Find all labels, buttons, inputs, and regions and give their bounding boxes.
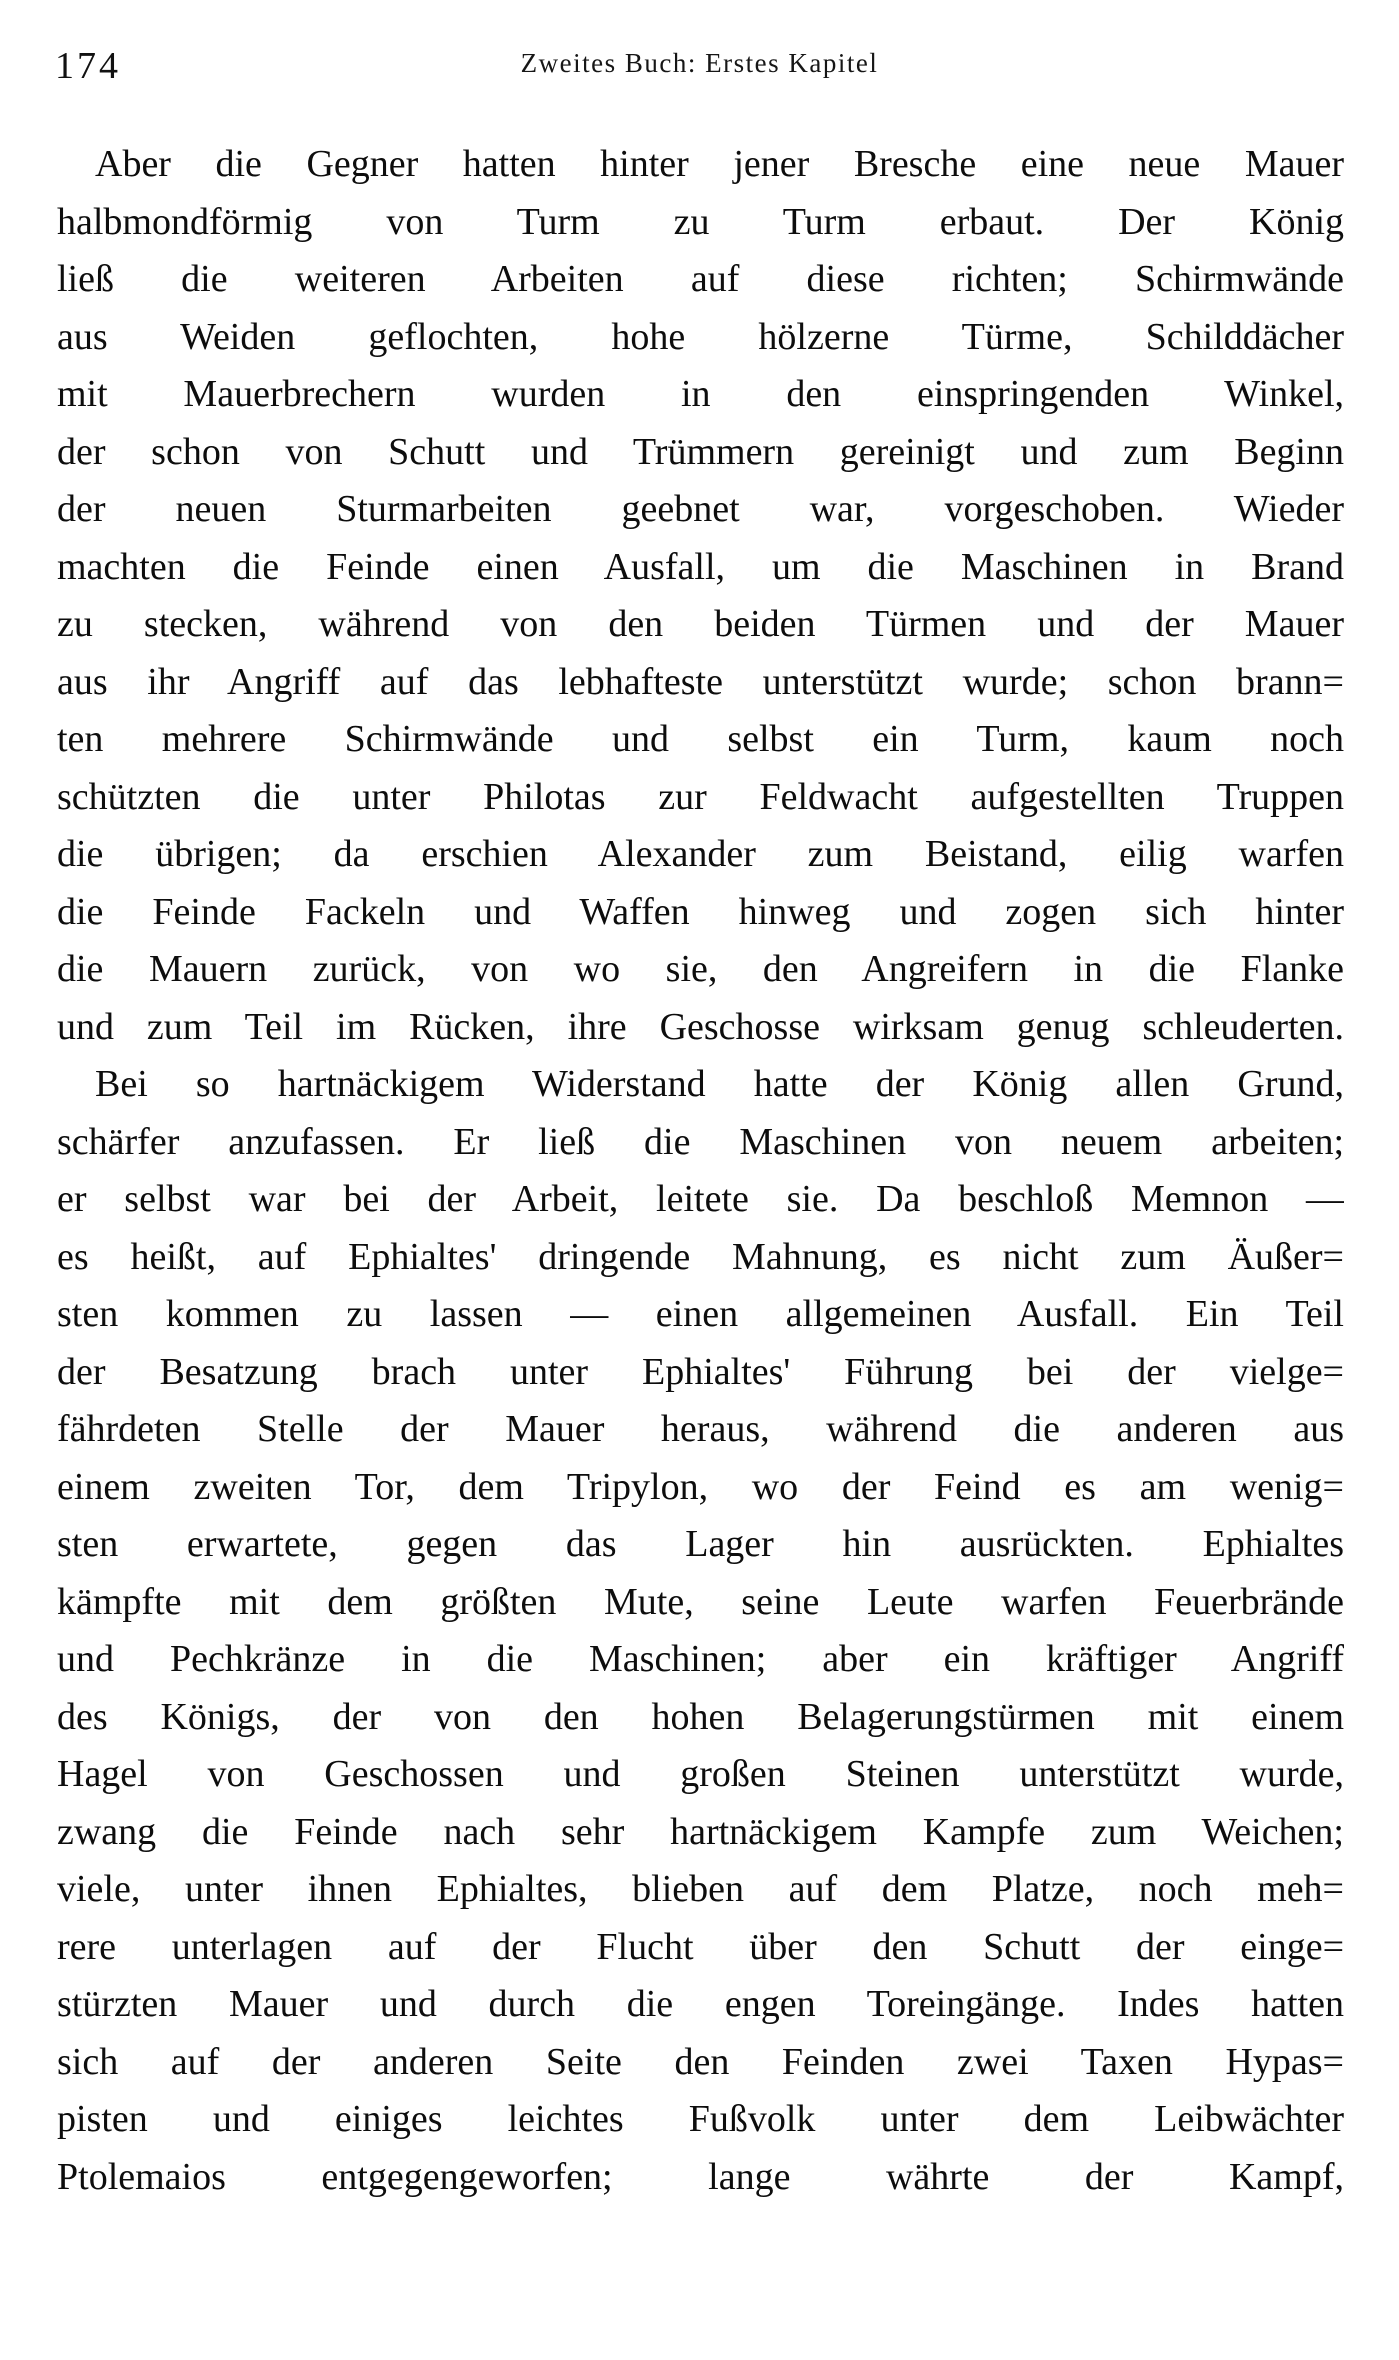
- text-line: ten mehrere Schirmwände und selbst ein Turm, kaum noch: [57, 718, 1344, 760]
- text-line: die Mauern zurück, von wo sie, den Angreifern in die Flanke: [57, 948, 1344, 990]
- text-line: stürzten Mauer und durch die engen Toreingänge. Indes hatten: [57, 1983, 1344, 2025]
- text-line: sten kommen zu lassen — einen allgemeinen Ausfall. Ein Teil: [57, 1293, 1344, 1335]
- text-line: zwang die Feinde nach sehr hartnäckigem Kampfe zum Weichen;: [57, 1810, 1344, 1853]
- running-header: Zweites Buch: Erstes Kapitel: [520, 48, 879, 78]
- text-line: Ptolemaios entgegengeworfen; lange währte der Kampf,: [57, 2155, 1344, 2198]
- text-line: der Besatzung brach unter Ephialtes' Führung bei der vielge=: [57, 1350, 1344, 1393]
- text-line: des Königs, der von den hohen Belagerungstürmen mit einem: [57, 1695, 1344, 1738]
- text-line: sten erwartete, gegen das Lager hin ausrückten. Ephialtes: [57, 1523, 1344, 1565]
- text-line: Hagel von Geschossen und großen Steinen unterstützt wurde,: [57, 1753, 1344, 1795]
- text-line: Aber die Gegner hatten hinter jener Bresche eine neue Mauer: [95, 143, 1344, 185]
- text-line: fährdeten Stelle der Mauer heraus, während die anderen aus: [57, 1408, 1344, 1450]
- text-line: aus ihr Angriff auf das lebhafteste unterstützt wurde; schon brann=: [57, 660, 1344, 703]
- text-line: rere unterlagen auf der Flucht über den Schutt der einge=: [57, 1925, 1344, 1968]
- text-line: kämpfte mit dem größten Mute, seine Leute warfen Feuerbrände: [57, 1580, 1344, 1623]
- text-line: aus Weiden geflochten, hohe hölzerne Türme, Schilddächer: [57, 315, 1344, 358]
- text-line: einem zweiten Tor, dem Tripylon, wo der Feind es am wenig=: [57, 1465, 1344, 1508]
- text-line: pisten und einiges leichtes Fußvolk unter dem Leibwächter: [57, 2098, 1344, 2140]
- text-line: schützten die unter Philotas zur Feldwacht aufgestellten Truppen: [57, 775, 1344, 818]
- text-line: der neuen Sturmarbeiten geebnet war, vorgeschoben. Wieder: [57, 488, 1344, 530]
- text-line: machten die Feinde einen Ausfall, um die Maschinen in Brand: [57, 545, 1344, 588]
- text-line: die übrigen; da erschien Alexander zum Beistand, eilig warfen: [57, 833, 1344, 875]
- text-line: halbmondförmig von Turm zu Turm erbaut. Der König: [57, 200, 1344, 243]
- text-line: viele, unter ihnen Ephialtes, blieben auf dem Platze, noch meh=: [57, 1868, 1344, 1910]
- text-line: zu stecken, während von den beiden Türmen und der Mauer: [57, 603, 1344, 645]
- text-line: und zum Teil im Rücken, ihre Geschosse wirksam genug schleuderten.: [57, 1005, 1344, 1048]
- text-line: Bei so hartnäckigem Widerstand hatte der König allen Grund,: [95, 1063, 1344, 1105]
- text-line: mit Mauerbrechern wurden in den einspringenden Winkel,: [57, 373, 1344, 415]
- page-number: 174: [55, 45, 121, 87]
- text-line: der schon von Schutt und Trümmern gereinigt und zum Beginn: [57, 430, 1344, 473]
- page-text: [57, 136, 1344, 2206]
- text-line: die Feinde Fackeln und Waffen hinweg und zogen sich hinter: [57, 890, 1344, 933]
- text-line: schärfer anzufassen. Er ließ die Maschinen von neuem arbeiten;: [57, 1120, 1344, 1163]
- text-line: ließ die weiteren Arbeiten auf diese richten; Schirmwände: [57, 258, 1344, 300]
- text-line: und Pechkränze in die Maschinen; aber ein kräftiger Angriff: [57, 1638, 1344, 1680]
- text-line: es heißt, auf Ephialtes' dringende Mahnung, es nicht zum Äußer=: [57, 1235, 1344, 1278]
- text-line: er selbst war bei der Arbeit, leitete sie. Da beschloß Memnon —: [57, 1178, 1344, 1220]
- text-line: sich auf der anderen Seite den Feinden zwei Taxen Hypas=: [57, 2040, 1344, 2083]
